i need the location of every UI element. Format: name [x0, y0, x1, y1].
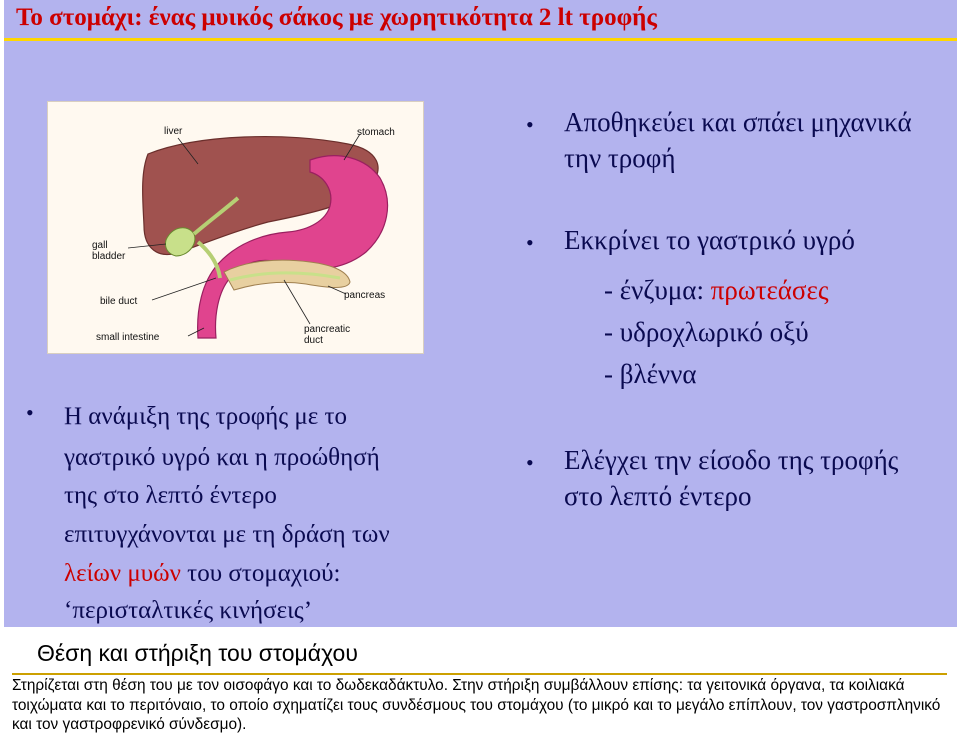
slide-image: [4, 0, 957, 627]
title-underline: [4, 38, 957, 41]
sub-item-enzymes-prefix: - ένζυμα:: [604, 275, 711, 305]
right-bullet-1-line-1: Αποθηκεύει και σπάει μηχανικά: [564, 107, 912, 137]
left-bullet-line-3: της στο λεπτό έντερο: [64, 482, 277, 509]
caption-underline: [12, 673, 947, 675]
right-bullet-2-line-1: Εκκρίνει το γαστρικό υγρό: [564, 225, 855, 255]
bullet-dot: •: [526, 112, 534, 137]
sub-item-enzymes-highlight: πρωτεάσες: [710, 275, 829, 305]
right-bullet-3-line-1: Ελέγχει την είσοδο της τροφής: [564, 445, 899, 475]
pancreas-label: pancreas: [344, 290, 386, 301]
gall-bladder-label: gall bladder: [92, 240, 126, 262]
bullet-dot: •: [26, 400, 34, 425]
left-bullet-line-1: Η ανάμιξη της τροφής με το: [64, 403, 348, 430]
pancreatic-duct-label: pancreatic duct: [304, 324, 351, 346]
slide-title: Το στομάχι: ένας μυικός σάκος με χωρητικότητα 2 lt τροφής: [16, 4, 657, 31]
left-bullet-line-5-rest: του στομαχιού:: [180, 560, 341, 587]
sub-item-hcl: - υδροχλωρικό οξύ: [604, 317, 809, 347]
stomach-label: stomach: [357, 127, 395, 138]
bullet-dot: •: [526, 450, 534, 475]
left-bullet-line-2: γαστρικό υγρό και η προώθησή: [64, 444, 380, 471]
sub-item-enzymes: [604, 272, 829, 308]
liver-label: liver: [164, 126, 183, 137]
sub-item-mucus: - βλέννα: [604, 359, 697, 389]
left-bullet-line-5: [64, 555, 341, 592]
right-bullet-1-line-2: την τροφή: [564, 143, 676, 173]
small-intestine-label: small intestine: [96, 332, 160, 343]
left-bullet-line-4: επιτυγχάνονται με τη δράση των: [64, 521, 390, 548]
anatomy-figure: [47, 101, 424, 354]
bile-duct-label: bile duct: [100, 296, 138, 307]
caption-title: Θέση και στήριξη του στομάχου: [37, 640, 358, 666]
right-bullet-3-line-2: στο λεπτό έντερο: [564, 481, 752, 511]
stomach-anatomy-illustration: [48, 102, 423, 353]
caption-body: Στηρίζεται στη θέση του με τον οισοφάγο και το δωδεκαδάκτυλο. Στην στήριξη συμβάλλουν επίσης: τα γειτονικά όργανα, τα κοιλιακά τοιχώματα και το περιτόναιο, το οποίο σχηματίζει τους συνδέσμους του στομάχου (το μικρό και το μεγάλο επίπλουν, τον γαστροσπληνικό και τον γαστροφρενικό σύνδεσμο).: [12, 677, 941, 733]
left-bullet-line-6: ‘περισταλτικές κινήσεις’: [64, 597, 313, 624]
smooth-muscles-highlight: λείων μυών: [64, 560, 181, 587]
bullet-dot: •: [526, 230, 534, 255]
